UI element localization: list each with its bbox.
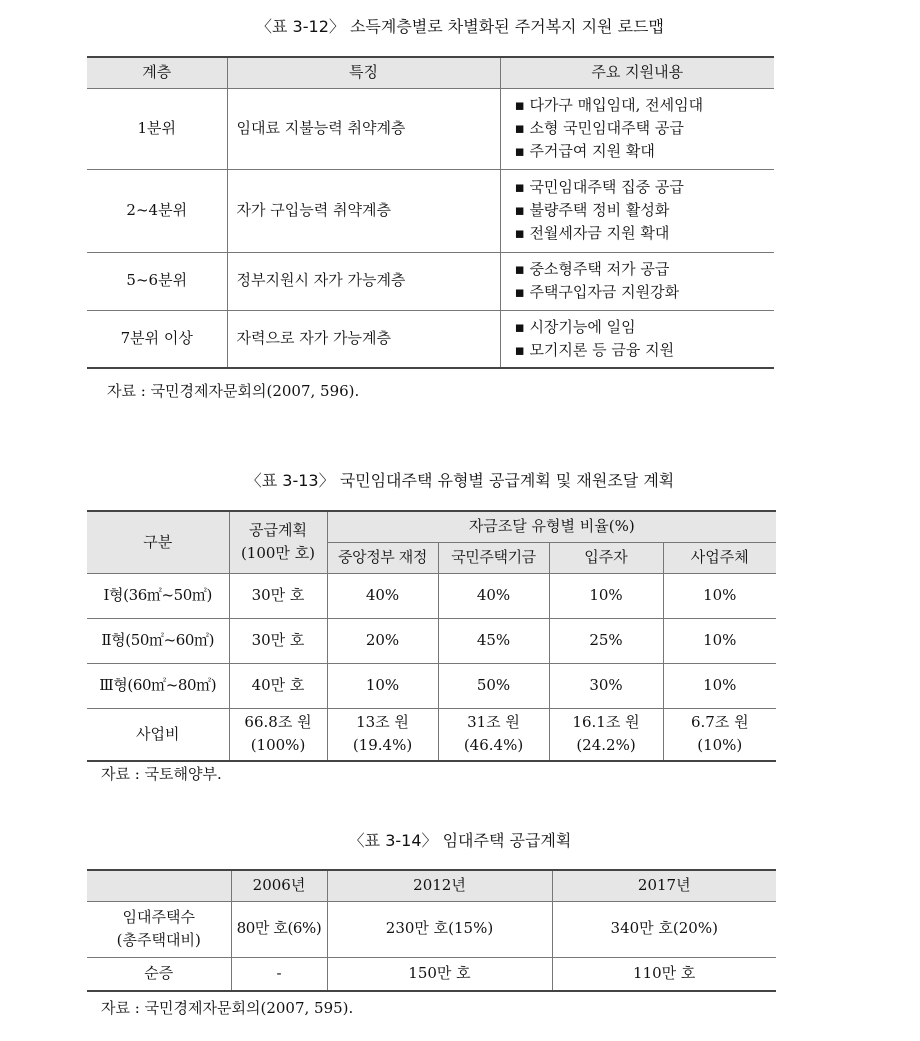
table-cell: 10% [327, 663, 438, 708]
table-header-row [87, 57, 774, 88]
support-cell [500, 88, 774, 169]
column-header: 중앙정부 재정 [327, 542, 438, 573]
cell-line: (19.4%) [352, 736, 413, 755]
tier-cell: 7분위 이상 [87, 310, 227, 368]
table-row [87, 310, 774, 368]
list-item: ▪ 불량주택 정비 활성화 [515, 199, 775, 222]
row-label-cell: 순증 [87, 957, 231, 991]
column-header: 주요 지원내용 [500, 57, 774, 88]
table-cell: - [231, 957, 327, 991]
table-3-13-title: 〈표 3-13〉 국민임대주택 유형별 공급계획 및 재원조달 계획 [245, 471, 675, 490]
type-cell: Ⅱ형(50㎡~60㎡) [87, 618, 229, 663]
column-header: 사업주체 [663, 542, 776, 573]
tier-cell: 2~4분위 [87, 169, 227, 252]
header-line: (100만 호) [240, 544, 316, 563]
table-row [87, 901, 776, 957]
column-header: 구분 [87, 511, 229, 573]
cell-line: 13조 원 [356, 713, 409, 731]
table-3-14-source: 자료 : 국민경제자문회의(2007, 595). [101, 999, 354, 1017]
table-cell [663, 708, 776, 761]
list-item: ▪ 모기지론 등 금융 지원 [515, 339, 775, 362]
table-row [87, 252, 774, 310]
feature-cell: 자가 구입능력 취약계층 [227, 169, 500, 252]
table-cell [229, 708, 327, 761]
column-header: 2006년 [231, 870, 327, 901]
table-cell: 40만 호 [229, 663, 327, 708]
column-header: 계층 [87, 57, 227, 88]
table-cell: 110만 호 [552, 957, 776, 991]
tier-cell: 1분위 [87, 88, 227, 169]
table-cell: 25% [549, 618, 663, 663]
list-item: ▪ 중소형주택 저가 공급 [515, 258, 775, 281]
table-3-12 [87, 56, 774, 369]
support-cell [500, 252, 774, 310]
tier-cell: 5~6분위 [87, 252, 227, 310]
type-cell: Ⅰ형(36㎡~50㎡) [87, 573, 229, 618]
table-3-12-title: 〈표 3-12〉 소득계층별로 차별화된 주거복지 지원 로드맵 [256, 17, 664, 36]
table-cell: 10% [663, 573, 776, 618]
table-cell: 40% [327, 573, 438, 618]
list-item: ▪ 시장기능에 일임 [515, 316, 775, 339]
table-row [87, 957, 776, 991]
type-cell: Ⅲ형(60㎡~80㎡) [87, 663, 229, 708]
table-cell: 30만 호 [229, 573, 327, 618]
list-item: ▪ 다가구 매입임대, 전세임대 [515, 94, 775, 117]
column-header: 2017년 [552, 870, 776, 901]
list-item: ▪ 전월세자금 지원 확대 [515, 222, 775, 245]
row-label-cell [87, 901, 231, 957]
list-item: ▪ 주택구입자금 지원강화 [515, 281, 775, 304]
table-cell: 80만 호(6%) [231, 901, 327, 957]
table-cell: 30% [549, 663, 663, 708]
table-row [87, 708, 776, 761]
feature-cell: 자력으로 자가 가능계층 [227, 310, 500, 368]
feature-cell: 정부지원시 자가 가능계층 [227, 252, 500, 310]
table-cell: 40% [438, 573, 549, 618]
cell-line: (총주택대비) [116, 931, 201, 949]
cell-line: 임대주택수 [122, 907, 195, 926]
table-cell [327, 708, 438, 761]
table-row [87, 663, 776, 708]
column-header: 2012년 [327, 870, 552, 901]
table-3-13 [87, 510, 776, 762]
cell-line: 66.8조 원 [244, 713, 312, 731]
list-item: ▪ 국민임대주택 집중 공급 [515, 176, 775, 199]
column-header [229, 511, 327, 573]
table-cell [438, 708, 549, 761]
column-header [87, 870, 231, 901]
column-header: 자금조달 유형별 비율(%) [327, 511, 776, 542]
table-cell: 10% [549, 573, 663, 618]
table-header-row [87, 511, 776, 542]
table-cell: 230만 호(15%) [327, 901, 552, 957]
table-cell: 30만 호 [229, 618, 327, 663]
column-header: 특징 [227, 57, 500, 88]
table-header-row [87, 870, 776, 901]
table-cell: 20% [327, 618, 438, 663]
table-3-14 [87, 869, 776, 992]
table-3-13-source: 자료 : 국토해양부. [101, 765, 222, 783]
header-line: 공급계획 [249, 521, 307, 539]
table-row [87, 88, 774, 169]
cell-line: 31조 원 [467, 713, 520, 731]
table-3-14-title: 〈표 3-14〉 임대주택 공급계획 [348, 831, 572, 850]
table-cell: 340만 호(20%) [552, 901, 776, 957]
support-cell [500, 169, 774, 252]
table-cell: 10% [663, 618, 776, 663]
support-cell [500, 310, 774, 368]
table-cell: 150만 호 [327, 957, 552, 991]
column-header: 입주자 [549, 542, 663, 573]
cell-line: (100%) [250, 736, 306, 755]
list-item: ▪ 주거급여 지원 확대 [515, 140, 775, 163]
list-item: ▪ 소형 국민임대주택 공급 [515, 117, 775, 140]
cell-line: 6.7조 원 [690, 713, 749, 731]
table-cell: 45% [438, 618, 549, 663]
table-cell: 10% [663, 663, 776, 708]
column-header: 국민주택기금 [438, 542, 549, 573]
cell-line: (10%) [697, 736, 743, 755]
table-row [87, 618, 776, 663]
cell-line: (24.2%) [576, 736, 636, 755]
table-row [87, 169, 774, 252]
table-cell: 50% [438, 663, 549, 708]
table-cell [549, 708, 663, 761]
cell-line: (46.4%) [463, 736, 524, 755]
table-row [87, 573, 776, 618]
type-cell: 사업비 [87, 708, 229, 761]
feature-cell: 임대료 지불능력 취약계층 [227, 88, 500, 169]
table-3-12-source: 자료 : 국민경제자문회의(2007, 596). [107, 382, 360, 400]
cell-line: 16.1조 원 [572, 713, 640, 731]
